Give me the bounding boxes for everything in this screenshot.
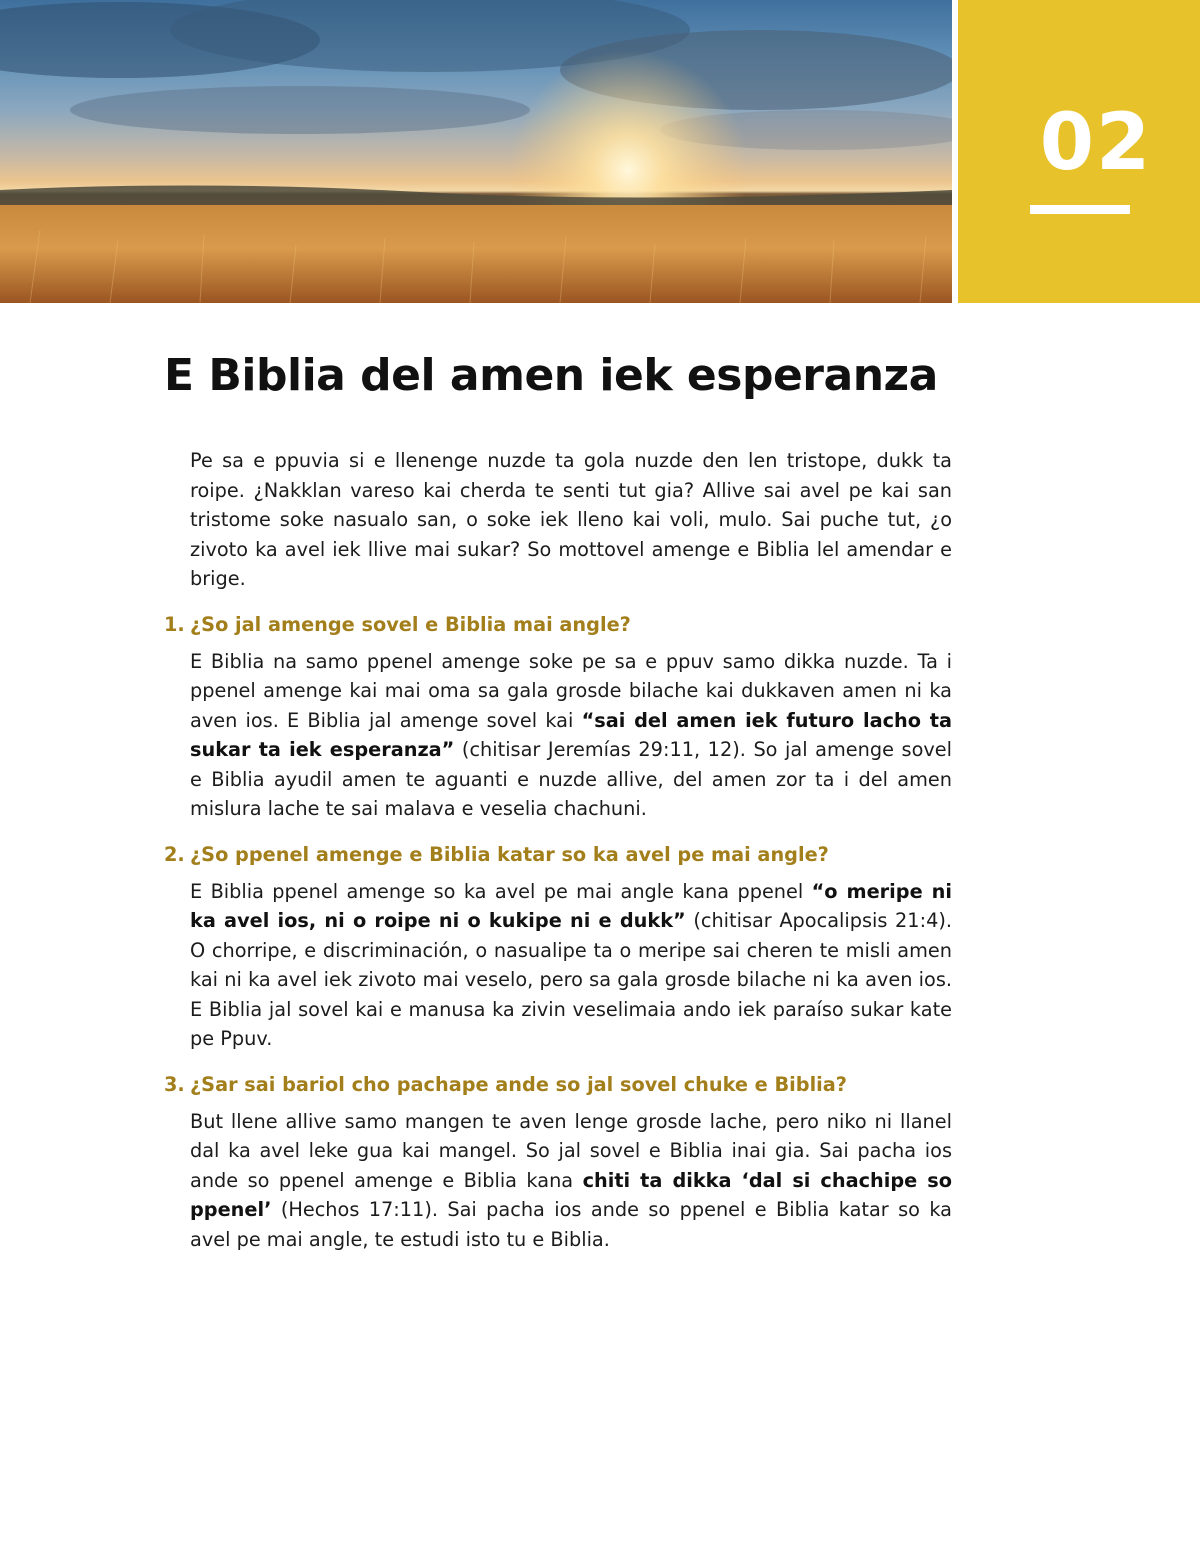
scripture-quote: “sai del amen iek futuro lacho ta sukar ta iek esperanza” [190,708,952,761]
answer-text: (chitisar Apocalipsis 21:4). O chorripe, e discriminación, o nasualipe ta o meripe sai cheren te misli amen kai ni ka avel iek zivoto mai veselo, pero sa gala grosde bilache ni ka aven ios. E Biblia jal sovel kai e manusa ka zivin veselimaia ando iek paraíso sukar kate pe Ppuv. [190,909,952,1050]
sunset-wheat-field-photo [0,0,952,303]
answer-text: E Biblia na samo ppenel amenge soke pe sa e ppuv samo dikka nuzde. Ta i ppenel amenge kai mai oma sa gala grosde bilache kai dukkaven amen ni ka aven ios. E Biblia jal amenge sovel kai [190,649,952,732]
scripture-quote: chiti ta dikka ‘dal si chachipe so ppenel’ [190,1168,952,1221]
question-text: ¿So jal amenge sovel e Biblia mai angle? [190,612,631,636]
answer-text: (chitisar Jeremías 29:11, 12). So jal amenge sovel e Biblia ayudil amen te aguanti e nuzde allive, del amen zor ta i del amen mislura lache te sai malava e veselia chachuni. [190,738,952,820]
article-body [164,446,952,1254]
page-title: E Biblia del amen iek esperanza [164,350,938,401]
section-question [164,840,952,869]
section-3 [164,1070,952,1255]
section-answer [190,647,952,824]
question-text: ¿Sar sai bariol cho pachape ande so jal sovel chuke e Biblia? [190,1072,847,1096]
answer-text: E Biblia ppenel amenge so ka avel pe mai angle kana ppenel [190,879,812,903]
answer-text: (Hechos 17:11). Sai pacha ios ande so ppenel e Biblia katar so ka avel pe mai angle, te estudi isto tu e Biblia. [190,1198,952,1251]
header-photo [0,0,952,303]
question-number: 1. [164,612,185,636]
question-number: 2. [164,842,185,866]
scripture-quote: “o meripe ni ka avel ios, ni o roipe ni o kukipe ni e dukk” [190,879,952,932]
section-2 [164,840,952,1054]
lesson-number-badge [958,0,1200,303]
intro-paragraph: Pe sa e ppuvia si e llenenge nuzde ta gola nuzde den len tristope, dukk ta roipe. ¿Nakklan vareso kai cherda te senti tut gia? Allive sai avel pe kai san tristome soke nasualo san, o soke iek lleno kai voli, mulo. Sai puche tut, ¿o zivoto ka avel iek llive mai sukar? So mottovel amenge e Biblia lel amendar e brige. [190,449,952,590]
section-answer [190,1107,952,1255]
question-number: 3. [164,1072,185,1096]
section-answer [190,877,952,1054]
section-question [164,610,952,639]
section-question [164,1070,952,1099]
lesson-number-underline [1030,205,1130,214]
section-1 [164,610,952,824]
lesson-number: 02 [1039,98,1153,188]
answer-text: But llene allive samo mangen te aven lenge grosde lache, pero niko ni llanel dal ka avel leke gua kai mangel. So jal sovel e Biblia inai gia. Sai pacha ios ande so ppenel amenge e Biblia kana [190,1109,952,1192]
question-text: ¿So ppenel amenge e Biblia katar so ka avel pe mai angle? [190,842,829,866]
